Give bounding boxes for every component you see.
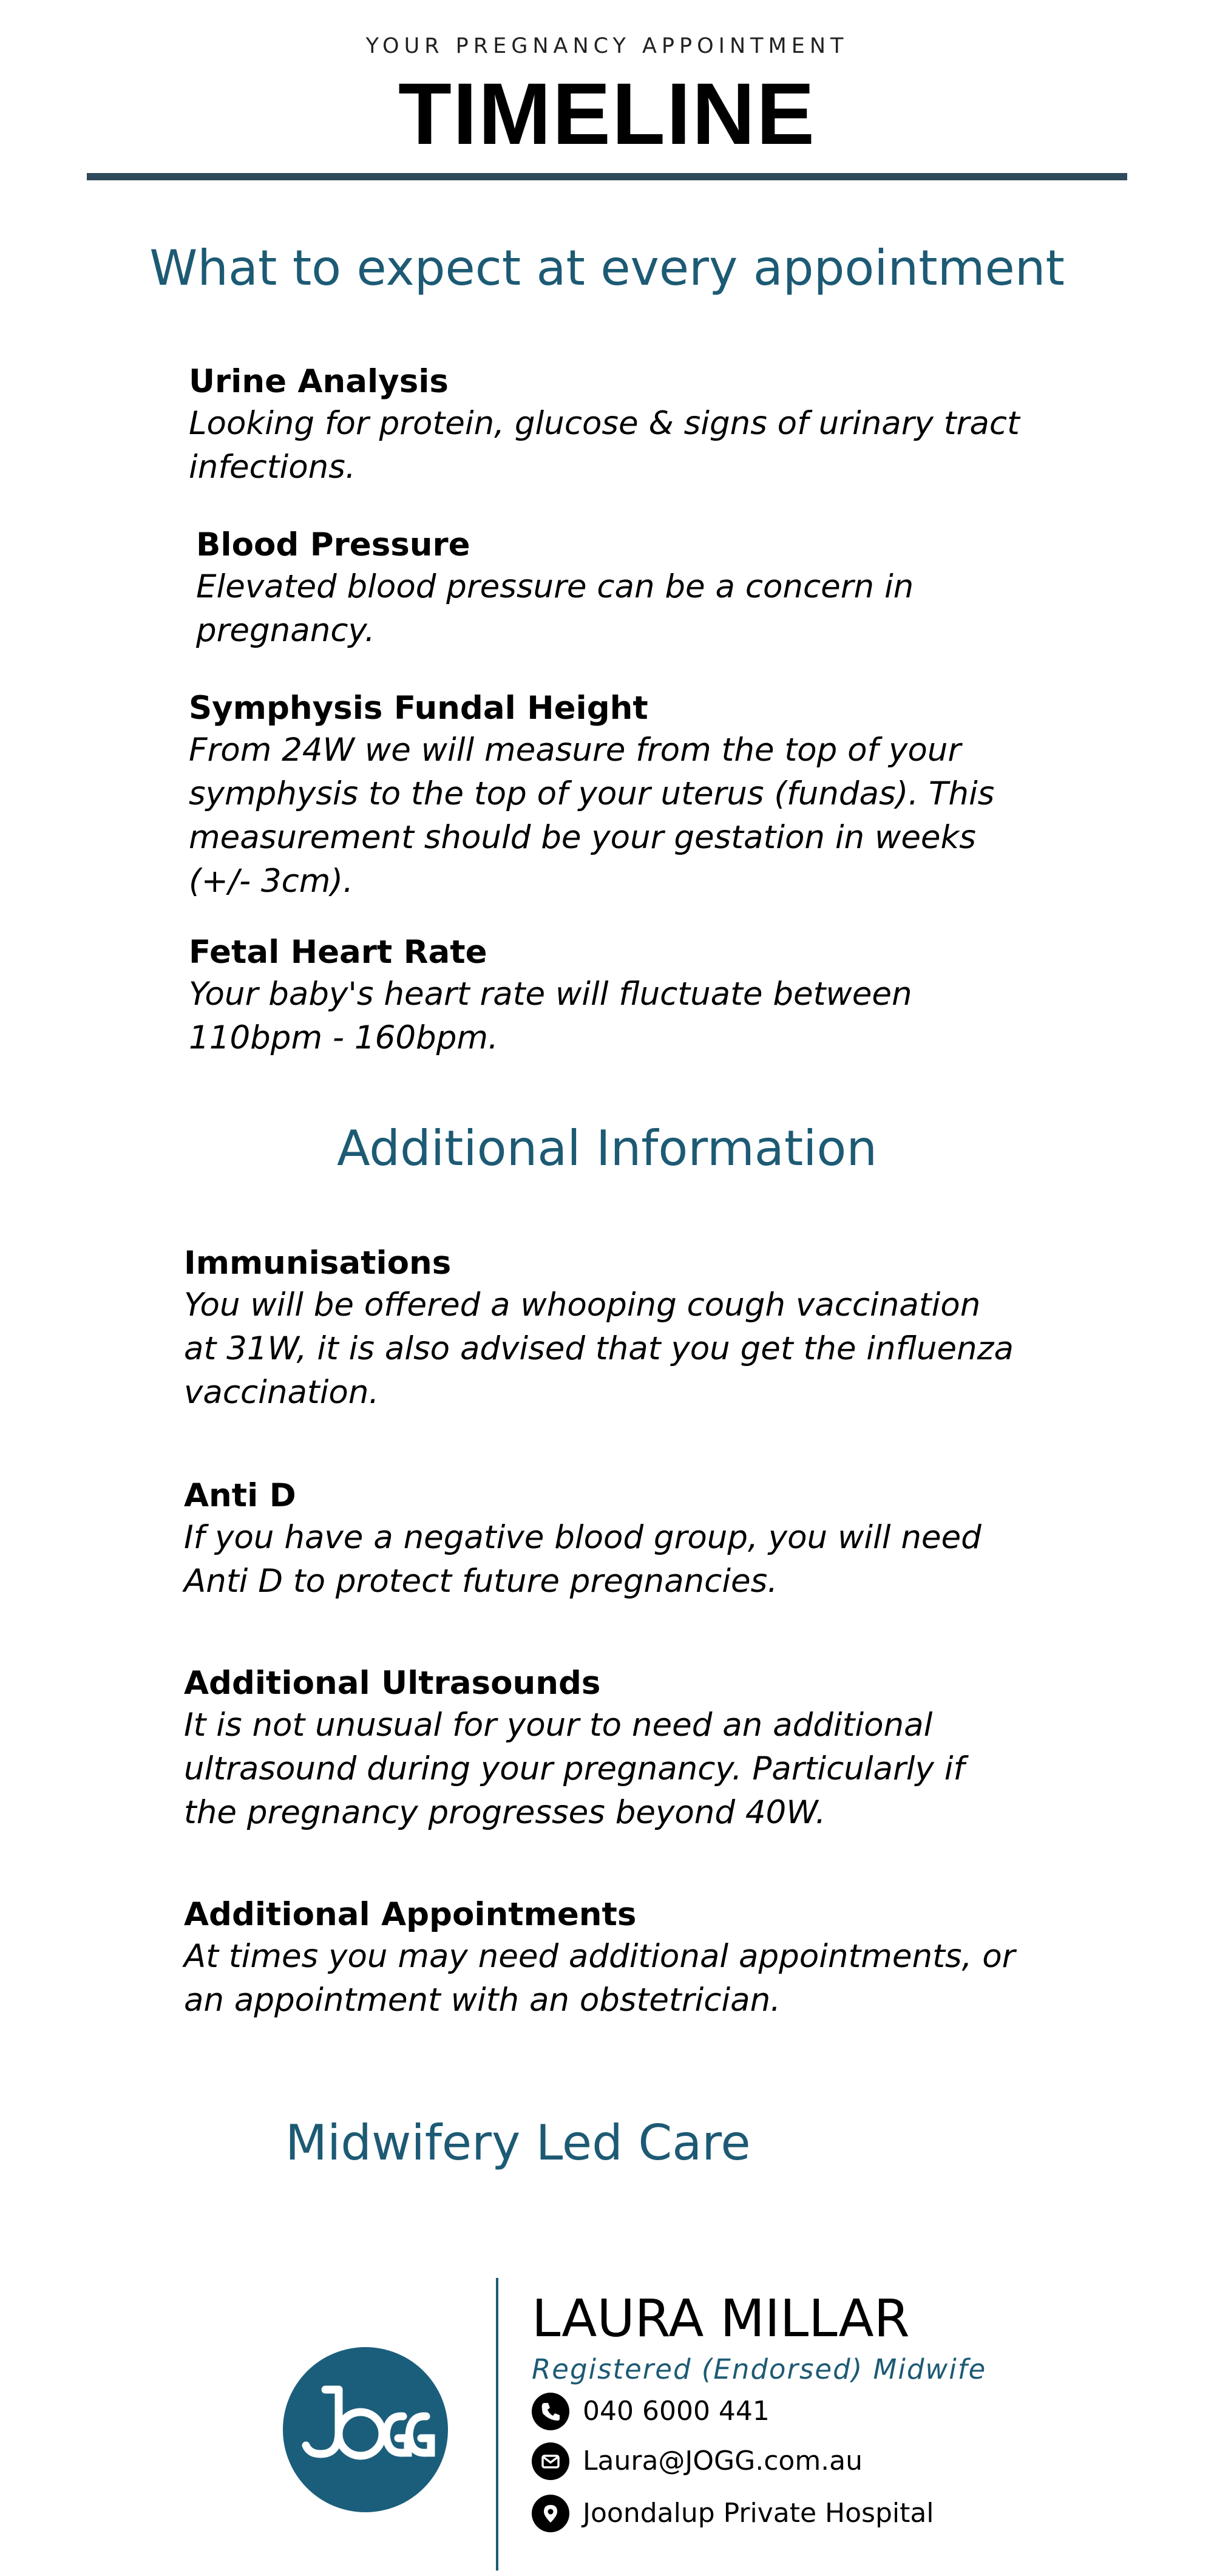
item-body-line: pregnancy.: [196, 612, 375, 649]
item-body-line: symphysis to the top of your uterus (fundas). This: [189, 775, 995, 812]
item-body-line: measurement should be your gestation in weeks: [189, 819, 976, 856]
item-title: Additional Ultrasounds: [184, 1665, 601, 1702]
item-title: Fetal Heart Rate: [189, 934, 487, 971]
additional-item-appointments: [184, 1895, 1155, 2022]
contact-name: LAURA MILLAR: [532, 2289, 910, 2349]
expect-item-blood-pressure: [196, 525, 1167, 653]
item-body-line: ultrasound during your pregnancy. Particularly if: [184, 1750, 965, 1787]
item-body-line: You will be offered a whooping cough vaccination: [184, 1286, 981, 1324]
contact-location: Joondalup Private Hospital: [583, 2498, 934, 2529]
expect-item-fetal-heart-rate: [189, 933, 1160, 1060]
header-kicker: YOUR PREGNANCY APPOINTMENT: [365, 34, 849, 58]
item-body-line: If you have a negative blood group, you will need: [184, 1519, 982, 1556]
contact-role: Registered (Endorsed) Midwife: [532, 2353, 987, 2385]
item-body: [184, 1283, 1155, 1415]
title-divider: [87, 173, 1127, 180]
item-body-line: It is not unusual for your to need an additional: [184, 1707, 933, 1744]
item-title: Immunisations: [184, 1245, 452, 1282]
item-body: [184, 1516, 1155, 1603]
item-body-line: Elevated blood pressure can be a concern in: [196, 568, 914, 605]
item-body-line: 110bpm - 160bpm.: [189, 1019, 498, 1056]
item-title: Additional Appointments: [184, 1896, 637, 1933]
additional-item-ultrasounds: [184, 1664, 1155, 1835]
item-body-line: (+/- 3cm).: [189, 863, 353, 900]
item-body: [184, 1935, 1155, 2022]
midwifery-care-heading: Midwifery Led Care: [285, 2115, 751, 2171]
additional-item-immunisations: [184, 1243, 1155, 1415]
item-body: [196, 565, 1167, 653]
item-body-line: Looking for protein, glucose & signs of urinary tract: [189, 405, 1020, 442]
item-body: [189, 729, 1160, 903]
item-title: Blood Pressure: [196, 526, 470, 563]
item-body-line: at 31W, it is also advised that you get the influenza: [184, 1330, 1014, 1367]
item-title: Symphysis Fundal Height: [189, 690, 648, 727]
item-body-line: vaccination.: [184, 1374, 379, 1411]
contact-phone-row: [532, 2390, 770, 2433]
item-body: [184, 1704, 1155, 1835]
item-body-line: Anti D to protect future pregnancies.: [184, 1563, 778, 1600]
item-body: [189, 973, 1160, 1060]
contact-email-row: [532, 2440, 863, 2483]
item-title: Urine Analysis: [189, 363, 449, 400]
expect-item-urine-analysis: [189, 362, 1160, 489]
additional-section-heading: Additional Information: [336, 1120, 878, 1177]
contact-email[interactable]: Laura@JOGG.com.au: [583, 2445, 863, 2476]
jogg-logo: [283, 2347, 448, 2512]
item-body-line: an appointment with an obstetrician.: [184, 1982, 781, 2019]
contact-phone[interactable]: 040 6000 441: [583, 2396, 770, 2427]
item-body: [189, 402, 1160, 489]
item-body-line: the pregnancy progresses beyond 40W.: [184, 1794, 826, 1831]
expect-section-heading: What to expect at every appointment: [149, 240, 1065, 296]
item-body-line: At times you may need additional appointments, or: [184, 1938, 1016, 1975]
page-title: TIMELINE: [398, 65, 816, 163]
contact-location-row: [532, 2492, 934, 2535]
expect-item-symphysis-fundal-height: [189, 688, 1160, 903]
item-body-line: infections.: [189, 449, 356, 486]
jogg-logo-mark: [283, 2347, 448, 2512]
location-pin-icon: [532, 2495, 569, 2532]
envelope-icon: [532, 2442, 569, 2480]
item-body-line: From 24W we will measure from the top of your: [189, 732, 961, 769]
contact-divider: [496, 2278, 498, 2571]
item-body-line: Your baby's heart rate will fluctuate between: [189, 976, 912, 1013]
additional-item-anti-d: [184, 1476, 1155, 1603]
phone-icon: [532, 2393, 569, 2430]
item-title: Anti D: [184, 1477, 296, 1514]
